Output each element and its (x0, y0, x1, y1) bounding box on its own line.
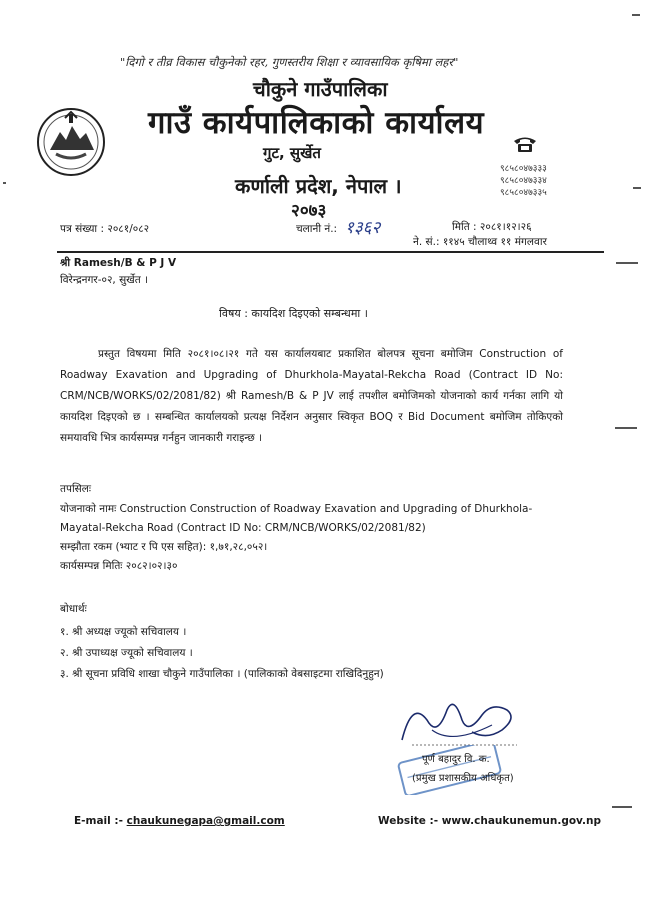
motto: "दिगो र तीव्र विकास चौकुनेको रहर, गुणस्तरीय शिक्षा र व्यावसायिक कृषिमा लहर" (120, 55, 459, 69)
province: कर्णाली प्रदेश, नेपाल । (235, 174, 402, 198)
reference-number: पत्र संख्या : २०८१/०८२ (60, 223, 150, 235)
details-label: तपसिलः (60, 483, 92, 495)
details-block (60, 500, 570, 576)
signer-block (412, 750, 514, 788)
letter-date: मिति : २०८१।१२।२६ (452, 221, 532, 233)
scan-mark (632, 14, 640, 16)
recipient-address: विरेन्द्रनगर-०२, सुर्खेत । (60, 274, 149, 286)
telephone-icon (512, 135, 538, 157)
cc-item: ३. श्री सूचना प्रविधि शाखा चौकुने गाउँपालिका । (पालिकाको वेबसाइटमा राखिदिनुहुन) (60, 668, 384, 680)
office-place: गुट, सुर्खेत (263, 144, 321, 162)
signer-title: (प्रमुख प्रशासकीय अधिकृत) (412, 773, 514, 784)
website-label: Website :- (378, 815, 439, 827)
nepal-emblem-icon (36, 106, 106, 182)
footer-email (74, 815, 285, 827)
dispatch-label: चलानी नं.: (296, 223, 338, 235)
website-link[interactable]: www.chaukunemun.gov.np (441, 815, 602, 827)
header-divider (57, 251, 604, 253)
email-link[interactable]: chaukunegapa@gmail.com (126, 815, 285, 827)
email-label: E-mail :- (74, 815, 123, 827)
contract-amount: सम्झौता रकम (भ्याट र पि एस सहित): १,७१,२८,०५२। (60, 541, 268, 553)
phone-numbers (500, 163, 547, 199)
cc-item: १. श्री अध्यक्ष ज्यूको सचिवालय । (60, 626, 187, 638)
scan-mark (3, 182, 6, 184)
cc-item: २. श्री उपाध्यक्ष ज्यूको सचिवालय । (60, 647, 193, 659)
phone-number: ९८५८०४७३३४ (500, 176, 547, 186)
scan-mark (615, 427, 637, 429)
dispatch-number: १३६२ (345, 218, 381, 238)
municipality-name: चौकुने गाउँपालिका (253, 77, 388, 101)
cc-list (60, 622, 384, 685)
signer-name: पूर्ण बहादुर वि. क. (422, 754, 490, 765)
subject-line: विषय : कायदिश दिइएको सम्बन्धमा । (219, 307, 368, 320)
recipient-name: श्री Ramesh/B & P J V (60, 257, 177, 269)
scan-mark (616, 262, 638, 264)
phone-number: ९८५८०४७३३३ (500, 164, 547, 174)
office-name: गाउँ कार्यपालिकाको कार्यालय (148, 105, 485, 141)
scan-mark (612, 806, 632, 808)
phone-number: ९८५८०४७३३५ (500, 188, 547, 198)
established-year: २०७३ (291, 201, 327, 221)
letter-body: प्रस्तुत विषयमा मिति २०८१।०८।२१ गते यस कार्यालयबाट प्रकाशित बोलपत्र सूचना बमोजिम Construction of Roadway Exavation and Upgrading of Dhurkhola-Mayatal-Rekcha Road (Contract ID No: CRM/NCB/WORKS/02/2081/82) श्री Ramesh/B & P JV लाई तपशील बमोजिमको योजनाको कार्य गर्नका लागि यो कायदिश दिइएको छ । सम्बन्धित कार्यालयको प्रत्यक्ष निर्देशन अनुसार स्विकृत BOQ र Bid Document बमोजिम तोकिएको समयावधि भित्र कार्यसम्पन्न गर्नहुन जानकारी गराइन्छ । (60, 348, 563, 444)
completion-date: कार्यसम्पन्न मितिः २०८२।०२।३० (60, 560, 178, 572)
footer-website (378, 815, 601, 827)
scan-mark (633, 187, 641, 189)
nepal-samvat-date: ने. सं.: ११४५ चौलाथ्व ११ मंगलवार (413, 236, 547, 248)
project-name: योजनाको नामः Construction Construction of Roadway Exavation and Upgrading of Dhurkhola-Mayatal-Rekcha Road (Contract ID No: CRM/NCB/WORKS/02/2081/82) (60, 503, 533, 534)
cc-label: बोधार्थः (60, 603, 87, 615)
